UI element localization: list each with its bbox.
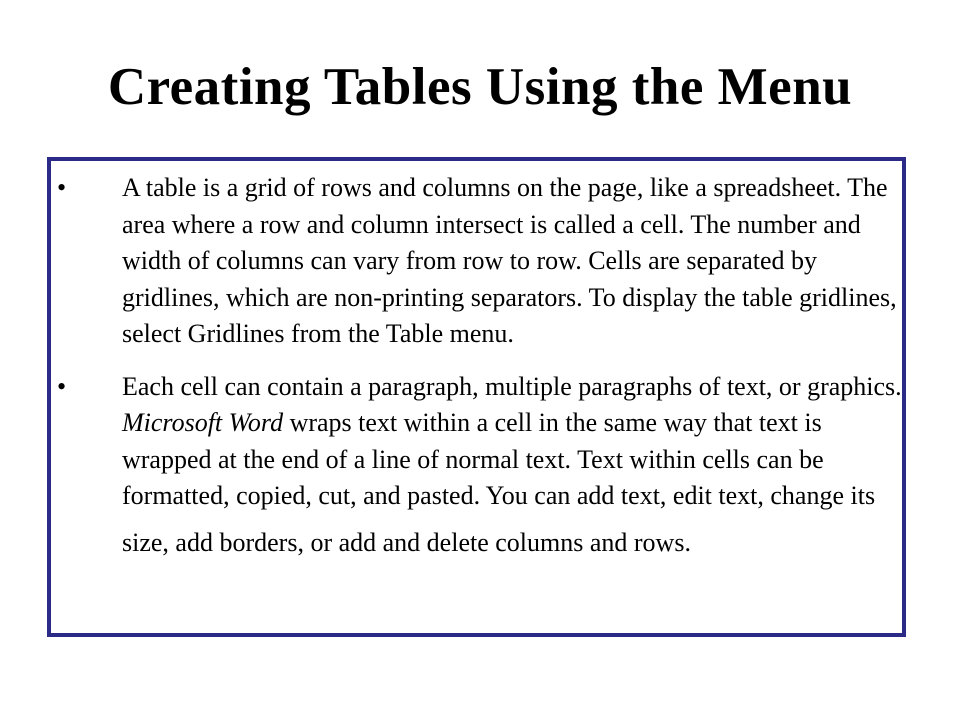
bullet-item-tables-definition bbox=[57, 170, 902, 353]
bullet-text-part: Each cell can contain a paragraph, multiple paragraphs of text, or graphics. bbox=[122, 371, 902, 401]
bullet-last-line: borders, or add and delete columns and rows. bbox=[219, 527, 691, 557]
slide-title: Creating Tables Using the Menu bbox=[107, 58, 853, 116]
bullet-item-cell-contents bbox=[57, 369, 902, 562]
bullet-list bbox=[57, 170, 902, 577]
bullet-text-part: wraps text within a cell in the same way that text is wrapped at the end of a line of normal text. Text within cells can be formatted, copied, cut, and pasted. You can add text, edit text, change its size, add bbox=[122, 408, 876, 557]
bullet-marker: • bbox=[57, 371, 67, 401]
bullet-marker: • bbox=[57, 173, 67, 202]
emphasis-text: Microsoft Word bbox=[122, 408, 284, 437]
bullet-text: A table is a grid of rows and columns on the page, like a spreadsheet. The area where a row and column intersect is called a cell. The number and width of columns can vary from row to row. Cells are separated by gridlines, which are non-printing separators. To display the table gridlines, select Gridlines from the Table menu. bbox=[122, 173, 897, 348]
